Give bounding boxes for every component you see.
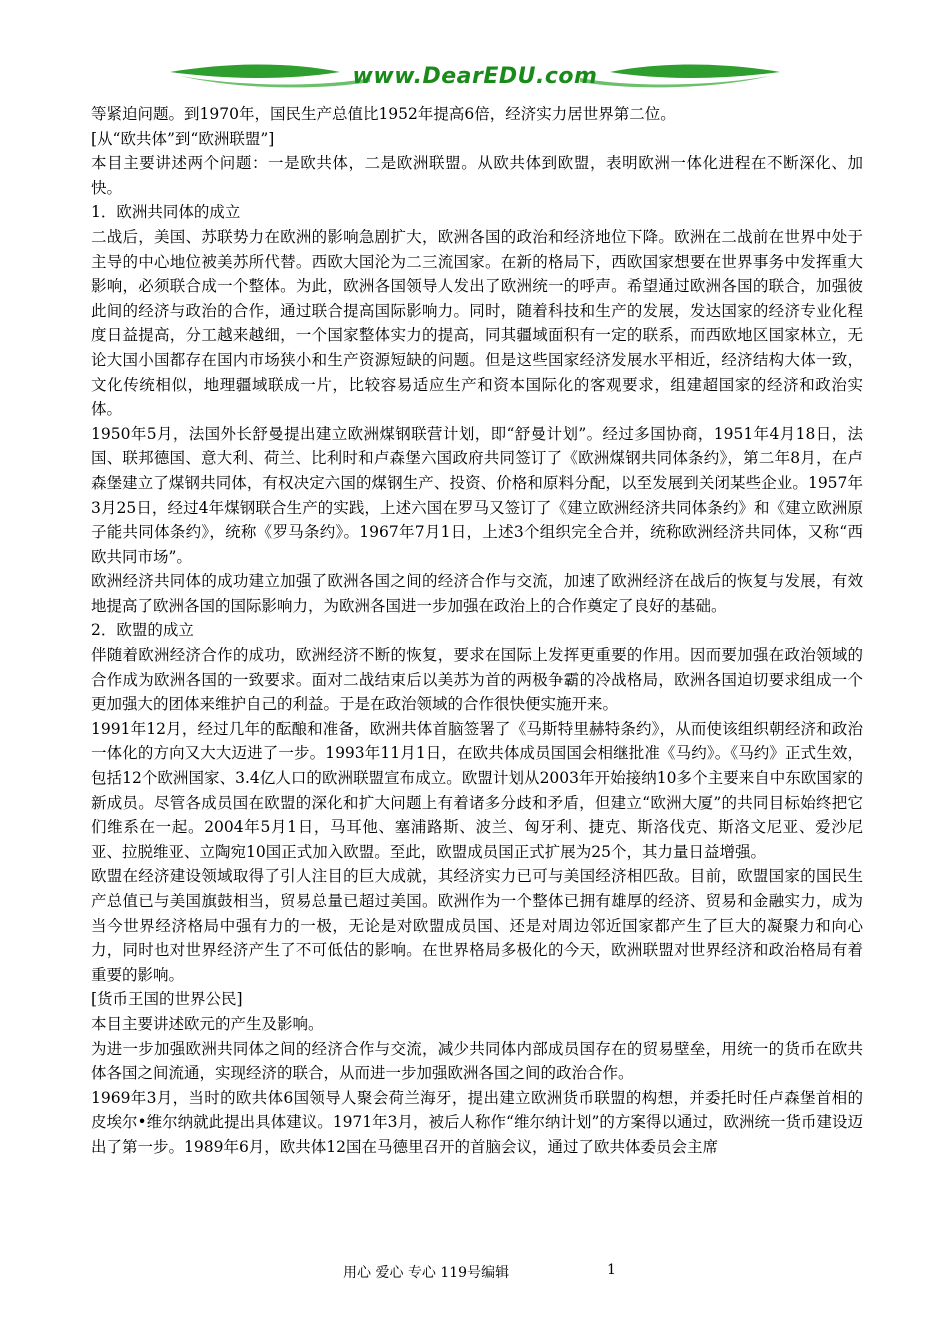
paragraph: 1991年12月，经过几年的酝酿和准备，欧洲共体首脑签署了《马斯特里赫特条约》，从而使该组织朝经济和政治一体化的方向又大大迈进了一步。1993年11月1日，在欧共体成员国国会相继批准《马约》。《马约》正式生效，包括12个欧洲国家、3.4亿人口的欧洲联盟宣布成立。欧盟计划从2003年开始接纳10多个主要来自中东欧国家的新成员。尽管各成员国在欧盟的深化和扩大问题上有着诸多分歧和矛盾，但建立“欧洲大厦”的共同目标始终把它们维系在一起。2004年5月1日，马耳他、塞浦路斯、波兰、匈牙利、捷克、斯洛伐克、斯洛文尼亚、爱沙尼亚、拉脱维亚、立陶宛10国正式加入欧盟。至此，欧盟成员国正式扩展为25个，其力量日益增强。 — [91, 719, 863, 861]
subsection-heading: 1．欧洲共同体的成立 — [91, 203, 241, 222]
section-heading: [从“欧共体”到“欧洲联盟”] — [91, 129, 275, 148]
paragraph: 本目主要讲述欧元的产生及影响。 — [91, 1014, 324, 1033]
paragraph: 1969年3月，当时的欧共体6国领导人聚会荷兰海牙，提出建立欧洲货币联盟的构想，并委托时任卢森堡首相的皮埃尔•维尔纳就此提出具体建议。1971年3月，被后人称作“维尔纳计划”的方案得以通过，欧洲统一货币建设迈出了第一步。1989年6月，欧共体12国在马德里召开的首脑会议，通过了欧共体委员会主席 — [91, 1088, 863, 1156]
paragraph: 欧洲经济共同体的成功建立加强了欧洲各国之间的经济合作与交流，加速了欧洲经济在战后的恢复与发展，有效地提高了欧洲各国的国际影响力，为欧洲各国进一步加强在政治上的合作奠定了良好的基础。 — [91, 572, 863, 615]
page-number: 1 — [607, 1262, 616, 1278]
paragraph: 1950年5月，法国外长舒曼提出建立欧洲煤钢联营计划，即“舒曼计划”。经过多国协商，1951年4月18日，法国、联邦德国、意大利、荷兰、比利时和卢森堡六国政府共同签订了《欧洲煤钢共同体条约》，第二年8月，在卢森堡建立了煤钢共同体，有权决定六国的煤钢生产、投资、价格和原料分配，以至发展到关闭某些企业。1957年3月25日，经过4年煤钢联合生产的实践，上述六国在罗马又签订了《建立欧洲经济共同体条约》和《建立欧洲原子能共同体条约》，统称《罗马条约》。1967年7月1日，上述3个组织完全合并，统称欧洲经济共同体，又称“西欧共同市场”。 — [91, 424, 863, 566]
paragraph: 二战后，美国、苏联势力在欧洲的影响急剧扩大，欧洲各国的政治和经济地位下降。欧洲在二战前在世界中处于主导的中心地位被美苏所代替。西欧大国沦为二三流国家。在新的格局下，西欧国家想要在世界事务中发挥重大影响，必须联合成一个整体。为此，欧洲各国领导人发出了欧洲统一的呼声。希望通过欧洲各国的联合，加强彼此间的经济与政治的合作，通过联合提高国际影响力。同时，随着科技和生产的发展，发达国家的经济专业化程度日益提高，分工越来越细，一个国家整体实力的提高，同其疆域面积有一定的联系，而西欧地区国家林立，无论大国小国都存在国内市场狭小和生产资源短缺的问题。但是这些国家经济发展水平相近，经济结构大体一致，文化传统相似，地理疆域联成一片，比较容易适应生产和资本国际化的客观要求，组建超国家的经济和政治实体。 — [91, 227, 863, 419]
paragraph: 伴随着欧洲经济合作的成功，欧洲经济不断的恢复，要求在国际上发挥更重要的作用。因而要加强在政治领域的合作成为欧洲各国的一致要求。面对二战结束后以美苏为首的两极争霸的冷战格局，欧洲各国迫切要求组成一个更加强大的团体来维护自己的利益。于是在政治领域的合作很快便实施开来。 — [91, 646, 863, 714]
page-footer — [0, 1262, 950, 1286]
footer-text: 用心 爱心 专心 119号编辑 — [343, 1265, 510, 1281]
paragraph: 等紧迫问题。到1970年，国民生产总值比1952年提高6倍，经济实力居世界第二位。 — [91, 105, 676, 123]
subsection-heading: 2．欧盟的成立 — [91, 621, 194, 640]
document-body — [91, 102, 863, 1160]
section-heading: [货币王国的世界公民] — [91, 990, 243, 1009]
paragraph: 欧盟在经济建设领域取得了引人注目的巨大成就，其经济实力已可与美国经济相匹敌。目前，欧盟国家的国民生产总值已与美国旗鼓相当，贸易总量已超过美国。欧洲作为一个整体已拥有雄厚的经济、贸易和金融实力，成为当今世界经济格局中强有力的一极，无论是对欧盟成员国、还是对周边邻近国家都产生了巨大的凝聚力和向心力，同时也对世界经济产生了不可低估的影响。在世界格局多极化的今天，欧洲联盟对世界经济和政治格局有着重要的影响。 — [91, 867, 863, 984]
paragraph: 本目主要讲述两个问题：一是欧共体，二是欧洲联盟。从欧共体到欧盟，表明欧洲一体化进程在不断深化、加快。 — [91, 154, 863, 197]
paragraph: 为进一步加强欧洲共同体之间的经济合作与交流，减少共同体内部成员国存在的贸易壁垒，用统一的货币在欧共体各国之间流通，实现经济的联合，从而进一步加强欧洲各国之间的政治合作。 — [91, 1039, 863, 1083]
logo-text: www.DearEDU.com — [352, 64, 598, 89]
site-header-logo — [170, 58, 780, 98]
